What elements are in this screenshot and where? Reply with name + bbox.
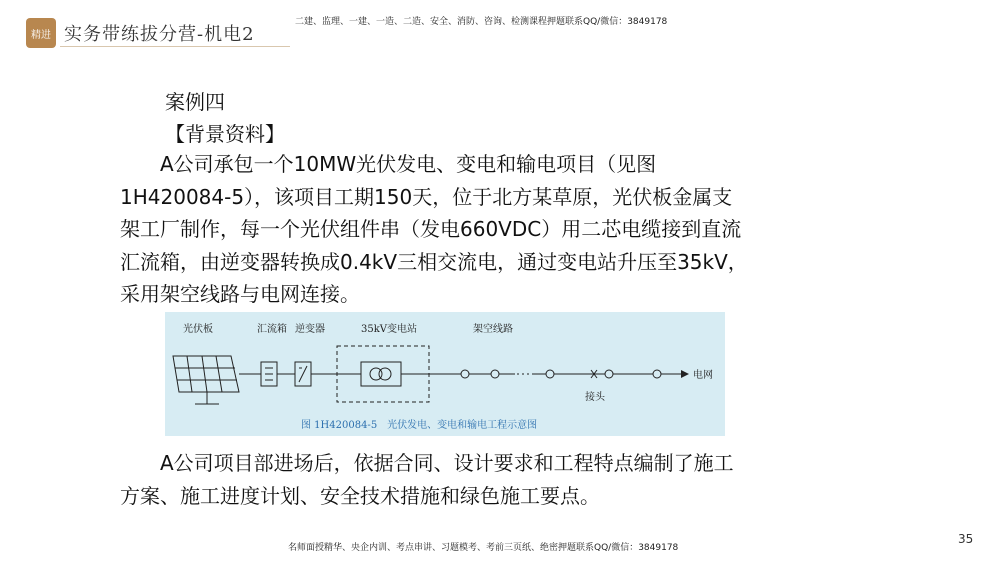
label-grid: 电网 [693, 370, 713, 381]
arrow-icon [681, 370, 689, 378]
logo [26, 18, 56, 48]
label-inverter: 逆变器 [295, 324, 325, 335]
joint-marker [585, 370, 681, 378]
label-pv-panel: 光伏板 [183, 324, 213, 335]
header-divider [60, 46, 290, 47]
pv-system-diagram [165, 312, 725, 436]
course-title: 实务带练拔分营-机电2 [64, 24, 255, 45]
combiner-box-icon [261, 362, 277, 386]
label-combiner-box: 汇流箱 [257, 324, 287, 335]
background-paragraph: A公司承包一个10MW光伏发电、变电和输电项目（见图 1H420084-5），该项目工期150天，位于北方某草原，光伏板金属支 架工厂制作，每一个光伏组件串（发电660VDC）用二芯电缆接到直流 汇流箱，由逆变器转换成0.4kV三相交流电，通过变电站升压至35kV， 采用架空线路与电网连接。 [120, 152, 748, 306]
top-contact-note: 二建、监理、一建、一造、二造、安全、消防、咨询、检测课程押题联系QQ/微信：3849178 [295, 17, 668, 27]
label-joint: 接头 [585, 392, 605, 403]
page-number: 35 [958, 532, 974, 546]
action-paragraph: A公司项目部进场后，依据合同、设计要求和工程特点编制了施工 方案、施工进度计划、安全技术措施和绿色施工要点。 [120, 451, 734, 508]
bottom-contact-note: 名师面授精华、央企内训、考点串讲、习题模考、考前三页纸、绝密押题联系QQ/微信：3849178 [288, 543, 679, 553]
pv-panel-icon [173, 356, 239, 404]
case-title: 案例四 [165, 90, 225, 114]
figure-caption: 图 1H420084-5 光伏发电、变电和输电工程示意图 [301, 420, 538, 431]
label-overhead-line: 架空线路 [473, 324, 513, 335]
inverter-icon [295, 362, 311, 386]
label-substation: 35kV变电站 [361, 324, 418, 335]
section-title: 【背景资料】 [165, 122, 285, 146]
logo-text: 精进 [31, 29, 51, 41]
